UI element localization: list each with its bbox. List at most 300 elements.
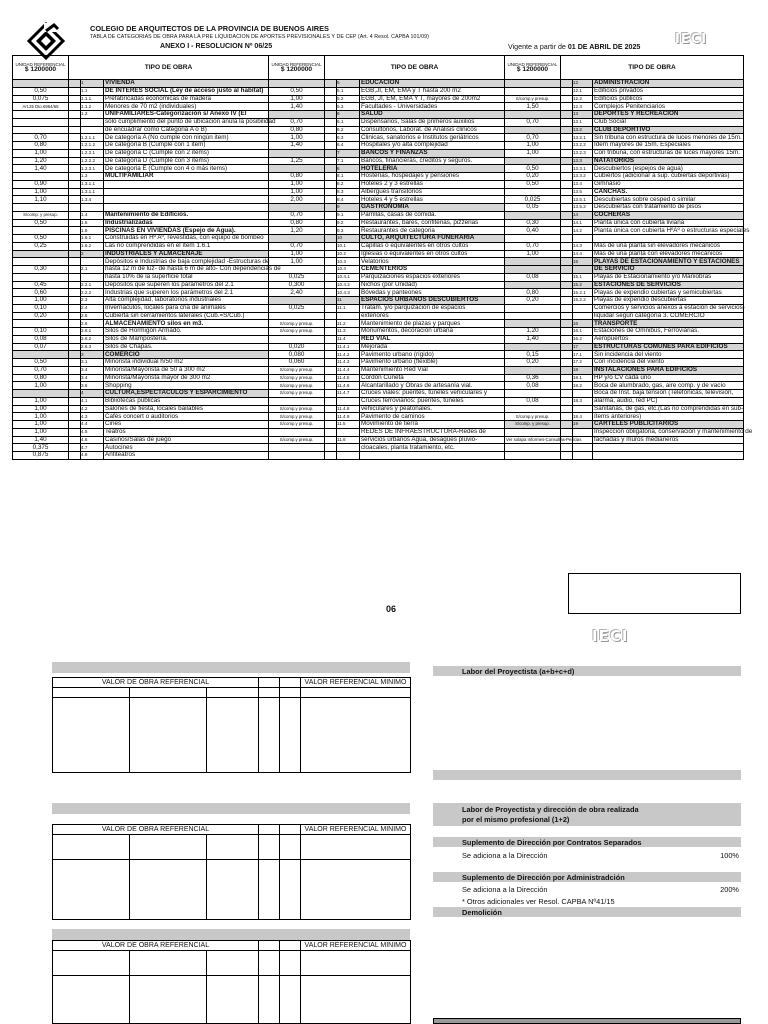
item-description: Cruces viales: puentes, túneles vehiculares y	[360, 390, 505, 398]
spacer-cell	[69, 111, 81, 119]
item-description: Cafés concert o auditorios	[104, 413, 269, 421]
table-row	[13, 87, 744, 95]
unit-value: 1,00	[269, 180, 325, 188]
item-description: Pavimento urbano (flexible)	[360, 359, 505, 367]
item-description: Parquizaciones espacios exteriores	[360, 273, 505, 281]
spacer-cell	[561, 374, 573, 382]
spacer-cell	[325, 242, 337, 250]
item-code: 16.2	[573, 335, 593, 343]
table-row	[13, 273, 744, 281]
item-description: Iglesias o equivalentes en otros cultos	[360, 250, 505, 258]
document-header	[0, 18, 768, 54]
spacer-cell	[561, 390, 573, 398]
unit-value: 0,20	[505, 297, 561, 305]
item-code: 6	[337, 111, 360, 119]
item-code: 14.2	[573, 227, 593, 235]
unit-value: 0,36	[505, 374, 561, 382]
unit-value: 1,00	[269, 258, 325, 266]
unit-value: S/comp.y presup.	[269, 413, 325, 421]
item-code: 13.2.3	[573, 149, 593, 157]
item-code: 11.3	[337, 328, 360, 336]
item-description: Descubiertas sobre cesped o similar	[593, 196, 744, 204]
spacer-cell	[69, 188, 81, 196]
item-code: 16	[573, 320, 593, 328]
item-code: 2.3	[81, 297, 104, 305]
item-code: 6.4	[337, 142, 360, 150]
spacer-cell	[325, 273, 337, 281]
item-code: 11.4.2	[337, 351, 360, 359]
unit-value: S/comp.y presup.	[505, 95, 561, 103]
unit-value: 0,25	[13, 242, 69, 250]
unit-value	[269, 397, 325, 405]
item-description: Mantenimiento Red Vial	[360, 366, 505, 374]
item-description: Inspección obligatoria, conservación y mantenimiento de	[594, 428, 753, 436]
item-description: liquidar según categoría 3. COMERCIO	[593, 312, 744, 320]
item-description: Monumentos, decoración urbana	[360, 328, 505, 336]
spacer-cell	[69, 289, 81, 297]
spacer-cell	[69, 390, 81, 398]
item-code: 11.4	[337, 335, 360, 343]
unit-value	[505, 258, 561, 266]
item-code: 1.2.2.1	[81, 149, 104, 157]
item-code: 7	[337, 149, 360, 157]
item-code: 15.2.2	[573, 297, 593, 305]
item-code: 9.1	[337, 211, 360, 219]
item-code: 10.4	[337, 266, 360, 274]
spacer-cell	[325, 134, 337, 142]
ref-value-label: VALOR DE OBRA REFERENCIAL	[53, 941, 259, 951]
unit-value	[269, 204, 325, 212]
item-description: hasta 10% de la superficie total	[104, 273, 269, 281]
spacer-cell	[69, 335, 81, 343]
item-description: Playas de expendio cubiertas y semicubiertas	[593, 289, 744, 297]
spacer-cell	[325, 87, 337, 95]
item-description: Salones de fiesta, locales bailables	[104, 405, 269, 413]
table-row	[13, 335, 744, 343]
item-description: Minorista/Mayorista mayor de 300 m2	[104, 374, 269, 382]
unit-value: 0,80	[13, 374, 69, 382]
item-code: 1.3	[81, 173, 104, 181]
table-row	[13, 173, 744, 181]
unit-value	[13, 80, 69, 88]
spacer-cell	[561, 188, 573, 196]
table-row	[13, 204, 744, 212]
item-description: Con incidencia del viento	[593, 359, 744, 367]
item-description: Hoteles 2 y 3 estrellas	[360, 180, 505, 188]
spacer-cell	[69, 134, 81, 142]
item-code: 3.1	[81, 359, 104, 367]
unit-value: 1,10	[13, 196, 69, 204]
item-description: Pavimento urbano (rígido)	[360, 351, 505, 359]
table-row	[13, 126, 744, 134]
unit-value: 0,70	[505, 242, 561, 250]
spacer-cell	[325, 118, 337, 126]
spacer-cell	[561, 312, 573, 320]
item-description: Playas de Estacionamiento y/o Maniobras	[593, 273, 744, 281]
item-code	[337, 444, 360, 452]
item-description: Comercios y servicios anexos a estación de servicios-	[594, 304, 745, 312]
unit-value	[269, 444, 325, 452]
table-row	[13, 211, 744, 219]
item-description: Movimiento de tierra	[360, 421, 505, 429]
unit-value	[13, 204, 69, 212]
spacer-cell	[69, 196, 81, 204]
spacer-cell	[69, 142, 81, 150]
spacer-cell	[325, 111, 337, 119]
unit-value: 1,00	[13, 428, 69, 436]
spacer-cell	[325, 397, 337, 405]
spacer-cell	[325, 281, 337, 289]
table-row	[13, 95, 744, 103]
item-description: VIVIENDA	[104, 80, 269, 88]
item-description: ALMACENAMIENTO silos en m3.	[104, 320, 269, 328]
item-code	[337, 397, 360, 405]
item-description: Complejos Penitenciarios	[593, 103, 744, 111]
item-description: DE INTERES SOCIAL (Ley de acceso justo al habitat)	[104, 87, 269, 95]
min-value-label: VALOR REFERENCIAL MINIMO	[301, 941, 411, 951]
item-description: De categoría C (Cumple con 2 items)	[104, 149, 269, 157]
valuation-grid	[52, 940, 411, 1024]
unit-value	[13, 258, 69, 266]
unit-value	[505, 320, 561, 328]
table-row	[13, 359, 744, 367]
table-row	[13, 250, 744, 258]
unit-value	[13, 320, 69, 328]
item-code: 1.1.2	[81, 103, 104, 111]
spacer-cell	[325, 328, 337, 336]
item-code: 14.3	[573, 242, 593, 250]
table-row	[13, 188, 744, 196]
item-description: vehiculares y peatonales.	[360, 405, 505, 413]
unit-value	[505, 188, 561, 196]
spacer-cell	[561, 343, 573, 351]
labor-direccion-label-2: por el mismo profesional (1+2)	[462, 815, 570, 824]
item-description: Construidas en Hº Aº, revestidas, con equipo de bombeo	[104, 235, 269, 243]
item-code: 4.3	[81, 413, 104, 421]
item-description: hasta 12 m de luz- de hasta 6 m de alto- Con dependencias de	[105, 265, 281, 273]
item-code: 1.2.2.2	[81, 157, 104, 165]
item-description: HP y/o CV cada uno	[593, 374, 744, 382]
spacer-cell	[69, 258, 81, 266]
item-code	[81, 126, 104, 134]
spacer-cell	[561, 242, 573, 250]
item-code: 1.3.4	[81, 196, 104, 204]
unit-value	[13, 250, 69, 258]
item-description: CEMENTERIOS	[360, 266, 505, 274]
unit-value: 1,20	[505, 328, 561, 336]
unit-value: 0,15	[505, 351, 561, 359]
table-row	[13, 242, 744, 250]
item-code: 1.2.3.1	[81, 165, 104, 173]
spacer-cell	[69, 351, 81, 359]
table-row	[13, 180, 744, 188]
item-description: Prefabricadas economicas de madera	[104, 95, 269, 103]
item-code: 11.4.4	[337, 366, 360, 374]
spacer-cell	[561, 258, 573, 266]
spacer-cell	[69, 312, 81, 320]
spacer-cell	[69, 180, 81, 188]
item-description: Sin incidencia del viento	[593, 351, 744, 359]
unit-value: 1,20	[13, 157, 69, 165]
item-code: 18.4	[573, 413, 593, 421]
item-description: Capillas o equivalentes en otros cultos	[360, 242, 505, 250]
spacer-cell	[561, 87, 573, 95]
spacer-cell	[69, 242, 81, 250]
item-code	[337, 428, 360, 436]
unit-value: 1,00	[13, 297, 69, 305]
percent-value: 100%	[720, 851, 739, 860]
unit-value: S/comp. y presup.	[505, 421, 561, 429]
item-description: DEPORTES Y RECREACION	[593, 111, 744, 119]
unit-value	[269, 297, 325, 305]
item-description: servicios urbanos Agua, desagües pluvio-	[360, 436, 505, 444]
spacer-cell	[561, 157, 573, 165]
spacer-cell	[561, 320, 573, 328]
spacer-cell	[325, 258, 337, 266]
spacer-cell	[69, 219, 81, 227]
item-description: REDES DE INFRAESTRUCTURA-Redes de	[360, 428, 505, 436]
unit-value: 0,08	[505, 397, 561, 405]
item-code: 1.3.1.1	[81, 180, 104, 188]
item-code: 19	[573, 421, 593, 429]
spacer-cell	[69, 421, 81, 429]
item-description: ESTRUCTURAS COMUNES PARA EDIFICIOS	[593, 343, 744, 351]
item-description: Hosterías, hospedajes y pensiones	[360, 173, 505, 181]
item-code: 13.5.1	[573, 196, 593, 204]
spacer-cell	[561, 351, 573, 359]
spacer-cell	[325, 95, 337, 103]
table-row	[13, 219, 744, 227]
unit-value: 0,20	[505, 359, 561, 367]
item-code: 10.4.3	[337, 289, 360, 297]
item-description: Planta única con cubierta liviana	[593, 219, 744, 227]
item-description: Mantenimiento de plazas y parques	[360, 320, 505, 328]
item-description: Velatorios	[360, 258, 505, 266]
unit-value: 2,40	[269, 289, 325, 297]
unit-header: UNIDAD REFERENCIAL $ 1200000	[13, 56, 69, 80]
item-code	[81, 118, 104, 126]
spacer-cell	[325, 165, 337, 173]
spacer-cell	[325, 80, 337, 88]
spacer-cell	[69, 397, 81, 405]
item-code: 17	[573, 343, 593, 351]
item-description: Silos de Hormigón Armado.	[104, 328, 269, 336]
spacer-cell	[325, 204, 337, 212]
spacer-cell	[561, 235, 573, 243]
unit-value	[269, 452, 325, 460]
table-row	[13, 297, 744, 305]
item-description: De categoria E (Cumple con 4 o más items)	[104, 165, 269, 173]
item-code	[81, 204, 104, 212]
unit-value: 0,80	[505, 289, 561, 297]
item-code: 4.4	[81, 421, 104, 429]
item-code: 8.3	[337, 188, 360, 196]
item-code: 2.2.2	[81, 289, 104, 297]
valuation-grid	[52, 824, 411, 920]
table-row	[13, 142, 744, 150]
spacer-cell	[561, 397, 573, 405]
spacer-cell	[69, 366, 81, 374]
item-description: Consultorios, Laborat. de Analisis clinicos	[360, 126, 505, 134]
unit-value: 1,00	[13, 405, 69, 413]
item-code: 5	[337, 80, 360, 88]
unit-value	[505, 452, 561, 460]
item-description: Depósitos que superen los parámetros del 2.1	[104, 281, 269, 289]
item-code	[337, 312, 360, 320]
unit-value	[505, 87, 561, 95]
unit-value: 0,025	[269, 304, 325, 312]
spacer-cell	[561, 421, 573, 429]
item-code: 2.6.3	[81, 343, 104, 351]
item-code: 13.5	[573, 188, 593, 196]
unit-value: S/comp.y presup.	[269, 405, 325, 413]
table-row	[13, 413, 744, 421]
spacer-cell	[561, 405, 573, 413]
spacer-cell	[561, 250, 573, 258]
unit-value	[505, 80, 561, 88]
item-description: Anfiteatros	[104, 452, 269, 460]
spacer-cell	[325, 335, 337, 343]
spacer-cell	[69, 374, 81, 382]
table-row	[13, 196, 744, 204]
item-code: 9.2	[337, 219, 360, 227]
item-code: 13.4	[573, 180, 593, 188]
spacer-cell	[561, 118, 573, 126]
item-code: 5.2	[337, 95, 360, 103]
unit-value: 0,70	[269, 211, 325, 219]
item-description: CARTELES PUBLICITARIOS	[593, 421, 744, 429]
unit-value: 0,08	[505, 382, 561, 390]
unit-value: 1,00	[505, 142, 561, 150]
table-row	[13, 111, 744, 119]
unit-value: 0,80	[13, 142, 69, 150]
unit-value: 0,08	[13, 335, 69, 343]
item-code: 18.3	[573, 397, 593, 405]
spacer-cell	[69, 444, 81, 452]
footer-bar	[433, 1018, 741, 1024]
unit-value	[505, 444, 561, 452]
table-row	[13, 165, 744, 173]
table-row	[13, 103, 744, 111]
spacer-cell	[561, 196, 573, 204]
spacer-cell	[561, 134, 573, 142]
item-description: Autocines	[104, 444, 269, 452]
item-description: Boca de alumbrado, gas, aire comp. y de vacío	[593, 382, 744, 390]
ieci-brand-logo: IECI	[675, 32, 708, 47]
table-subtitle: TABLA DE CATEGORIAS DE OBRA PARA LA PRE LIQUIDACION DE APORTES PREVISIONALES Y DE CEP (Art. 4 Resol. CAPBA 101/09)	[90, 34, 429, 40]
unit-value	[505, 390, 561, 398]
item-code: 18	[573, 366, 593, 374]
unit-value	[13, 111, 69, 119]
item-code: 4.7	[81, 444, 104, 452]
item-description: Sin tribuna con estructura de luces menores de 15m.	[594, 133, 742, 141]
item-description: Albergues transitorios	[360, 188, 505, 196]
item-description: Industrias que superen los parámetros del 2.1	[104, 289, 269, 297]
table-row	[13, 436, 744, 444]
spacer-cell	[69, 304, 81, 312]
spacer-cell	[561, 211, 573, 219]
item-description	[593, 235, 744, 243]
item-code	[337, 452, 360, 460]
item-description: Mas de una planta con elevadores mecánicos	[593, 250, 744, 258]
unit-value: 0,90	[13, 180, 69, 188]
item-description	[593, 452, 744, 460]
spacer-cell	[561, 227, 573, 235]
item-code: 4.2	[81, 405, 104, 413]
unit-value: S/comp.y presup.	[505, 413, 561, 421]
spacer-cell	[69, 80, 81, 88]
item-code: 11.4.3	[337, 359, 360, 367]
item-description: Parrillas, casas de comida.	[360, 211, 505, 219]
item-description: Gimnasio	[593, 180, 744, 188]
spacer-cell	[325, 366, 337, 374]
item-description: Depósitos e Industrias de baja complejidad -Estructuras de	[105, 257, 270, 265]
unit-value	[505, 157, 561, 165]
spacer-cell	[561, 382, 573, 390]
valuation-grid	[52, 677, 411, 773]
spacer-cell	[325, 180, 337, 188]
spacer-cell	[69, 126, 81, 134]
item-description: fachadas y muros medianeros	[593, 436, 744, 444]
spacer-cell	[69, 273, 81, 281]
item-description: Menores de 70 m2 (individuales)	[104, 103, 269, 111]
spacer-cell	[325, 297, 337, 305]
item-code: 11.4.1	[337, 343, 360, 351]
spacer-cell	[561, 444, 573, 452]
item-code: 3	[81, 351, 104, 359]
unit-value: 0,50	[269, 87, 325, 95]
table-row	[13, 235, 744, 243]
unit-value	[269, 335, 325, 343]
item-code: 11.4.6	[337, 382, 360, 390]
spacer-cell	[561, 165, 573, 173]
unit-value: 2,00	[269, 196, 325, 204]
item-code	[573, 266, 593, 274]
unit-value: S/comp.y presup.	[269, 390, 325, 398]
unit-value: Art.25 Dto.6964/65	[13, 103, 69, 111]
unit-value	[505, 281, 561, 289]
item-description	[104, 180, 269, 188]
item-code: 12.2	[573, 95, 593, 103]
item-code: 15.2	[573, 281, 593, 289]
item-code: 18.1	[573, 374, 593, 382]
item-description: ítems anteriores)	[593, 413, 744, 421]
table-row	[13, 157, 744, 165]
item-code: 2.6	[81, 320, 104, 328]
spacer-cell	[325, 452, 337, 460]
item-description: Facultades - Universidades	[360, 103, 505, 111]
spacer-cell	[325, 126, 337, 134]
item-description: CULTURA,ESPECTACULOS Y ESPARCIMIENTO	[104, 390, 269, 398]
unit-value: 0,20	[13, 312, 69, 320]
spacer-cell	[69, 320, 81, 328]
unit-value: 0,025	[269, 273, 325, 281]
unit-value	[13, 126, 69, 134]
table-row	[13, 328, 744, 336]
item-code: 4.6	[81, 436, 104, 444]
spacer-cell	[325, 103, 337, 111]
item-description: HOTELERIA	[360, 165, 505, 173]
table-row	[13, 421, 744, 429]
item-code	[573, 428, 593, 436]
table-row	[13, 281, 744, 289]
unit-value: 0,70	[505, 134, 561, 142]
unit-value	[13, 118, 69, 126]
unit-value: 0,875	[13, 452, 69, 460]
item-code: 11.5	[337, 421, 360, 429]
item-description: Cruces ferroviarios: puentes, túneles	[360, 397, 505, 405]
item-description: CANCHAS.	[593, 188, 744, 196]
